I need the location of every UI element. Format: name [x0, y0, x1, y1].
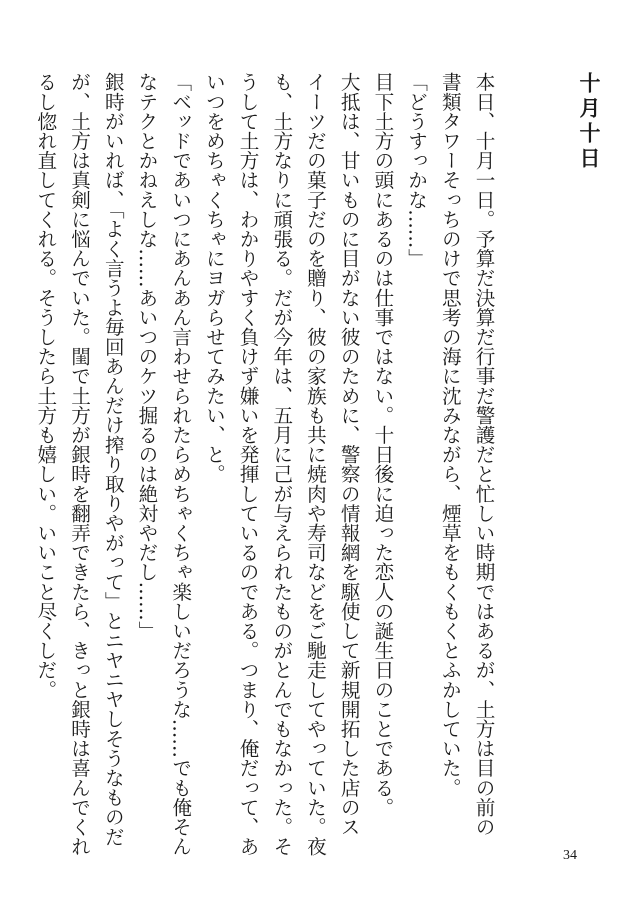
text-line: 銀時がいれば、「よく言うよ毎回あんだけ搾り取りやがって」とニヤニヤしそうなものだ — [101, 72, 125, 847]
text-line: イーツだの菓子だのを贈り、彼の家族も共に焼肉や寿司などをご馳走してやっていた。夜 — [303, 72, 327, 856]
text-line: なテクとかねえしな……あいつのケツ掘るのは絶対やだし……」 — [134, 72, 158, 641]
text-line: 目下土方の頭にあるのは仕事ではない。十日後に迫った恋人の誕生日のことである。 — [370, 72, 394, 817]
text-line: うして土方は、わかりやすく負けず嫌いを発揮しているのである。つまり、俺だって、あ — [236, 72, 260, 856]
text-line: いつをめちゃくちゃにヨガらせてみたい、と。 — [202, 72, 226, 484]
text-line: 本日、十月一日。予算だ決算だ行事だ警護だと忙しい時期ではあるが、土方は目の前の — [472, 72, 495, 837]
text-line: 「ベッドであいつにあんあん言わせられたらめちゃくちゃ楽しいだろうな……でも俺そん — [168, 72, 192, 856]
text-line: 書類タワーそっちのけで思考の海に沈みながら、煙草をもくもくとふかしていた。 — [438, 72, 462, 798]
body-text — [33, 72, 500, 856]
text-line: るし惚れ直してくれる。そうしたら土方も嬉しい。いいこと尽くしだ。 — [33, 72, 57, 700]
text-line: 「どうすっかな……」 — [404, 72, 428, 268]
text-line: が、土方は真剣に悩んでいた。閨で土方が銀時を翻弄できたら、きっと銀時は喜んでくれ — [67, 72, 91, 856]
page-number: 34 — [563, 848, 577, 863]
chapter-title: 十月十日 — [577, 72, 602, 172]
text-line: も、土方なりに頑張る。だが今年は、五月に己が与えられたものがとんでもなかった。そ — [269, 72, 293, 856]
text-line: 大抵は、甘いものに目がない彼のために、警察の情報網を駆使して新規開拓した店のス — [337, 72, 361, 837]
